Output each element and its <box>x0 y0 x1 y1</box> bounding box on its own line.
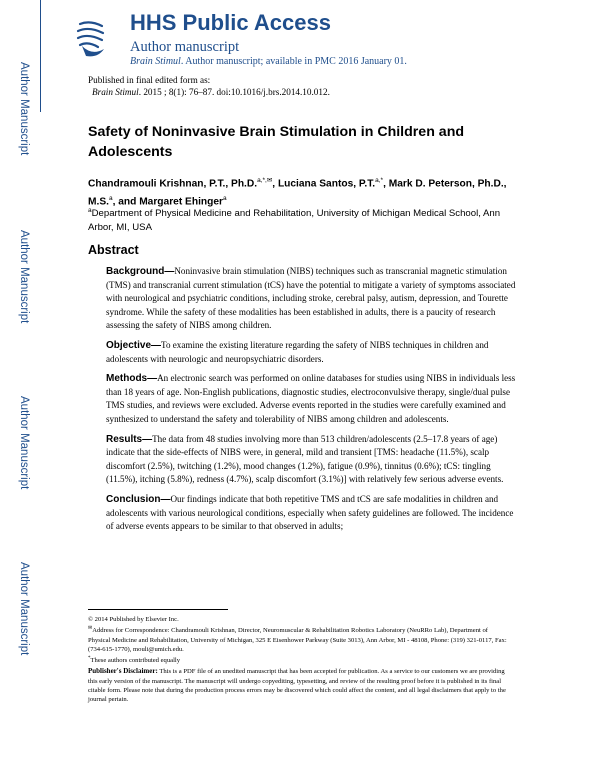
footnote-rule <box>88 609 228 610</box>
correspondence-mark: ✉ <box>88 626 93 632</box>
section-text: An electronic search was performed on online databases for studies using NIBS in individuals less than 18 years of age. Non-English publications, diagnostic studies, electroconvulsive therapy, single/dual pulse TMS studies, and reviews were excluded. Adverse events reported in the studies were carefully examined and synthesized to understand the safety and tolerability of NIBS among children and adolescents. <box>106 373 516 424</box>
publication-info <box>88 74 330 98</box>
citation-text: . 2015 ; 8(1): 76–87. doi:10.1016/j.brs.2014.10.012. <box>138 87 330 97</box>
side-label-2: Author Manuscript <box>18 230 30 324</box>
header-divider-line <box>40 0 41 112</box>
abstract-section-conclusion <box>106 493 516 534</box>
section-label: Objective— <box>106 339 162 351</box>
author-name: Luciana Santos, P.T. <box>277 178 376 190</box>
correspondence-text: Address for Correspondence: Chandramouli Krishnan, Director, Neuromuscular & Rehabilitation Robotics Laboratory (NeuRRo Lab), Department of Physical Medicine and Rehabilitation, University of Michigan, 325 E Eisenhower Parkway (Suite 3013), Ann Arbor, MI - 48108, Phone: (319) 321-0117, Fax: (734-615-1770), mouli@umich.edu. <box>88 627 507 653</box>
author-name: Mark D. Peterson, Ph.D., M.S. <box>88 178 507 208</box>
citation-line <box>88 86 330 98</box>
hhs-title: HHS Public Access <box>130 10 331 35</box>
equal-contribution-note <box>88 654 508 665</box>
section-text: Our findings indicate that both repetitive TMS and tCS are safe modalities in children and adolescents with various neurological conditions, especially when safety guidelines are followed. The incidence of adverse events appears to be similar to that observed in adults; <box>106 493 514 532</box>
section-label: Background— <box>106 266 175 277</box>
section-text: The data from 48 studies involving more than 513 children/adolescents (2.5–17.8 years of age) indicate that the side-effects of NIBS were, in general, mild and transient [TMS: headache (11.5%), scalp discomfort (2.5%), twitching (1.2%), mood changes (1.2%), fatigue (0.9%), tinnitus (0.6%); tCS: tingling (11.5%), itching (5.8%), redness (4.7%), scalp discomfort (3.1%)] with relatively few serious adverse events. <box>106 433 504 485</box>
side-label-3: Author Manuscript <box>18 396 30 490</box>
abstract-section-objective <box>106 339 516 366</box>
section-label: Conclusion— <box>106 493 171 505</box>
copyright-line: © 2014 Published by Elsevier Inc. <box>88 616 179 623</box>
author-separator: , <box>383 178 389 190</box>
section-text: To examine the existing literature regarding the safety of NIBS techniques in children and adolescents with neurologic and neuropsychiatric disorders. <box>106 339 489 364</box>
author-manuscript-label: Author manuscript <box>130 39 240 55</box>
author-sup: a,*,✉ <box>257 177 273 184</box>
citation-journal: Brain Stimul <box>92 87 139 97</box>
equal-mark: * <box>88 656 91 661</box>
affiliation-text: Department of Physical Medicine and Rehabilitation, University of Michigan Medical School, Ann Arbor, MI, USA <box>88 208 501 234</box>
hhs-eagle-logo-icon <box>74 16 108 60</box>
author-separator: , and <box>112 196 140 208</box>
side-label-4: Author Manuscript <box>18 562 30 656</box>
author-sup: a <box>222 195 227 203</box>
availability-note <box>130 56 407 67</box>
abstract-section-results <box>106 433 516 487</box>
side-label-1: Author Manuscript <box>18 62 30 156</box>
equal-text: These authors contributed equally <box>90 657 181 665</box>
affiliation-sup: a <box>88 207 92 214</box>
published-line: Published in final edited form as: <box>88 75 211 85</box>
author-name: Chandramouli Krishnan, P.T., Ph.D. <box>88 178 258 190</box>
section-text: Noninvasive brain stimulation (NIBS) techniques such as transcranial magnetic stimulation (TMS) and transcranial current stimulation (tCS) have the potential to mitigate a variety of symptoms associated with neurological and psychiatric conditions, including stroke, cerebral palsy, autism, depression, and Tourette syndrome. While the safety of these modalities has been established in adults, there is a paucity of research assessing the safety of NIBS among children. <box>106 266 516 331</box>
article-title: Safety of Noninvasive Brain Stimulation in Children and Adolescents <box>88 124 465 160</box>
author-separator: , <box>272 178 278 190</box>
correspondence-note <box>88 624 508 654</box>
affiliation <box>88 204 518 235</box>
disclaimer-label: Publisher's Disclaimer: <box>88 667 158 676</box>
section-label: Methods— <box>106 373 158 385</box>
author-name: Margaret Ehinger <box>139 196 223 208</box>
availability-text: . Author manuscript; available in PMC 2016 January 01. <box>180 56 407 67</box>
disclaimer-text: This is a PDF file of an unedited manuscript that has been accepted for publication. As a service to our customers we are providing this early version of the manuscript. The manuscript will undergo copyediting, typesetting, and review of the resulting proof before it is published in its final citable form. Please note that during the production process errors may be discovered which could affect the content, and all legal disclaimers that apply to the journal pertain. <box>88 668 506 703</box>
availability-journal: Brain Stimul <box>130 56 181 67</box>
abstract-body <box>106 265 516 540</box>
author-sup: a <box>108 195 113 203</box>
section-label: Results— <box>106 433 153 445</box>
abstract-heading: Abstract <box>88 243 139 257</box>
author-sup: a,* <box>375 177 384 184</box>
abstract-section-background <box>106 265 516 333</box>
abstract-section-methods <box>106 372 516 426</box>
publisher-disclaimer <box>88 667 508 704</box>
footnotes <box>88 615 508 704</box>
